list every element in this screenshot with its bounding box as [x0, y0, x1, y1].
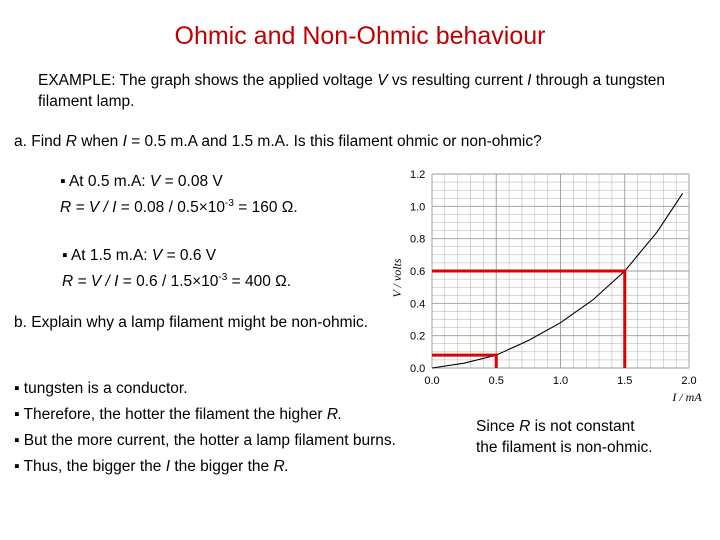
- intro-var-i: I: [527, 72, 532, 89]
- list-item-var: R.: [273, 458, 289, 475]
- step-var: V: [149, 173, 161, 190]
- intro-text: through a tungsten filament lamp.: [38, 72, 665, 110]
- list-item-text: ▪ Thus, the bigger the: [14, 458, 166, 475]
- y-tick-label: 1.2: [410, 169, 426, 181]
- list-item-text: ▪ tungsten is a conductor.: [14, 380, 188, 397]
- list-item-text: ▪ Therefore, the hotter the filament the higher: [14, 406, 327, 423]
- list-item: [14, 454, 396, 480]
- voltage-current-graph: [384, 160, 714, 405]
- y-tick-label: 0.8: [410, 233, 426, 246]
- explanation-list: [14, 376, 396, 480]
- question-text: = 0.5 m.A and 1.5 m.A. Is this filament ohmic or non-ohmic?: [126, 133, 542, 150]
- list-item-text: ▪ But the more current, the hotter a lamp filament burns.: [14, 432, 396, 449]
- list-item-var: I: [165, 458, 171, 475]
- data-series-line: [432, 193, 683, 368]
- step-text: = 0.6 V: [162, 247, 217, 264]
- list-item: [14, 376, 396, 402]
- x-tick-label: 0.0: [424, 375, 440, 387]
- step-calc: = 0.08 / 0.5×10: [116, 199, 226, 217]
- intro-text: vs resulting current: [387, 72, 528, 89]
- x-tick-label: 0.5: [488, 375, 504, 387]
- conclusion-var: R: [519, 418, 531, 435]
- list-item-text: the bigger the: [170, 458, 274, 475]
- y-tick-label: 0.4: [410, 298, 426, 311]
- step-text: = 0.08 V: [160, 173, 223, 190]
- step-result: = 160 Ω.: [233, 199, 298, 217]
- step1-line2: [60, 193, 298, 219]
- step-formula: R = V / I: [62, 273, 119, 291]
- conclusion-text: Since: [476, 418, 520, 435]
- conclusion-line2: the filament is non-ohmic.: [476, 439, 653, 456]
- list-item: [14, 428, 396, 454]
- y-axis-label: V / volts: [390, 258, 404, 298]
- step-text: ▪ At 1.5 m.A:: [62, 247, 152, 264]
- step1-line1: [60, 171, 298, 193]
- y-tick-label: 0.0: [410, 363, 426, 375]
- step-exponent: -3: [218, 272, 228, 283]
- example-intro: [38, 70, 708, 112]
- solution-step-1: [60, 171, 298, 219]
- step2-line2: [62, 267, 291, 293]
- step-calc: = 0.6 / 1.5×10: [118, 273, 219, 291]
- y-tick-label: 0.2: [410, 330, 426, 343]
- x-tick-label: 1.5: [617, 375, 633, 387]
- question-var-r: R: [65, 133, 77, 150]
- x-axis-label: I / mA: [672, 390, 702, 404]
- intro-text: EXAMPLE: The graph shows the applied voltage: [38, 72, 378, 89]
- page-title: Ohmic and Non-Ohmic behaviour: [174, 22, 546, 50]
- step-exponent: -3: [225, 198, 234, 209]
- intro-var-v: V: [377, 72, 388, 89]
- x-tick-label: 1.0: [552, 375, 569, 387]
- question-text: a. Find: [14, 133, 66, 150]
- list-item-var: R.: [326, 406, 343, 423]
- step2-line1: [62, 245, 291, 267]
- question-b: b. Explain why a lamp filament might be non-ohmic.: [14, 314, 369, 331]
- solution-step-2: [62, 245, 291, 293]
- conclusion: [476, 416, 653, 458]
- conclusion-line1: [476, 416, 653, 437]
- step-result: = 400 Ω.: [227, 273, 292, 291]
- step-text: ▪ At 0.5 m.A:: [60, 173, 150, 190]
- step-formula: R = V / I: [60, 199, 117, 217]
- question-text: when: [76, 133, 123, 150]
- conclusion-text: is not constant: [530, 418, 635, 435]
- y-tick-label: 1.0: [410, 201, 426, 214]
- list-item: [14, 402, 396, 428]
- step-var: V: [151, 247, 163, 264]
- x-tick-label: 2.0: [681, 375, 697, 387]
- question-a: [14, 133, 542, 151]
- y-tick-label: 0.6: [410, 266, 426, 278]
- question-var-i: I: [122, 133, 127, 150]
